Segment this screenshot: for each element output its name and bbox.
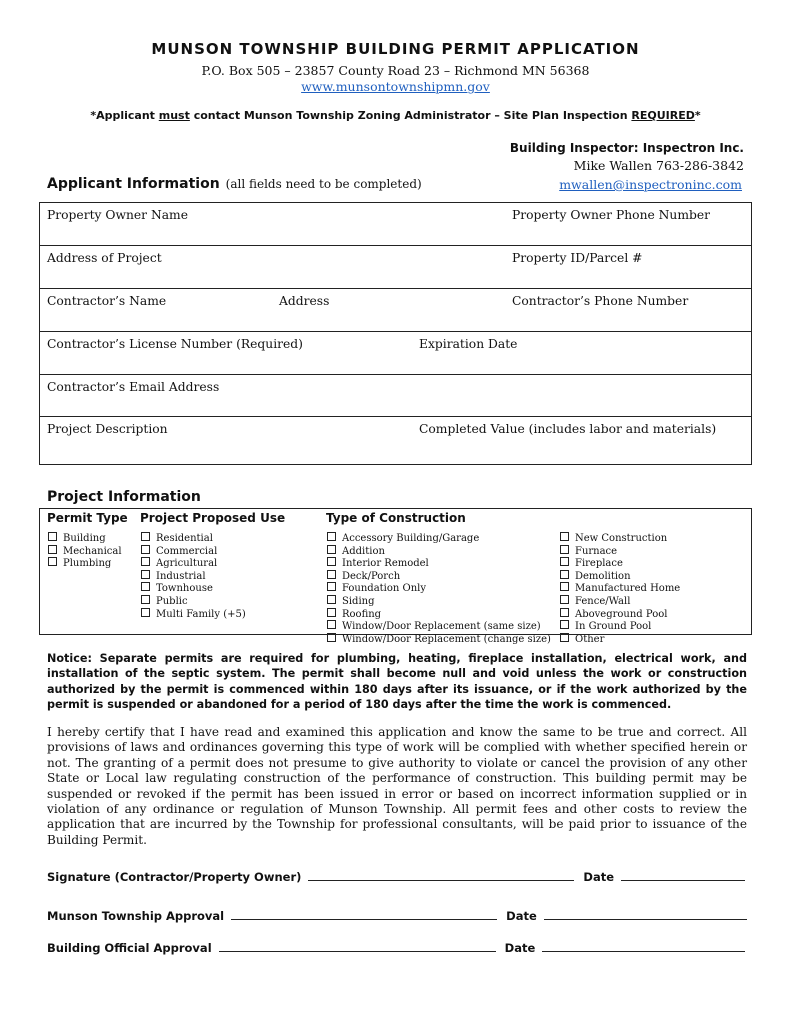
checkbox-option[interactable] bbox=[141, 557, 246, 570]
owner-phone-field[interactable]: Property Owner Phone Number bbox=[512, 208, 711, 222]
checkbox-option[interactable] bbox=[560, 545, 680, 558]
signature-line[interactable] bbox=[308, 870, 574, 881]
table-row bbox=[40, 332, 751, 375]
checkbox-label: Accessory Building/Garage bbox=[342, 533, 480, 544]
checkbox-option[interactable] bbox=[141, 545, 246, 558]
checkbox-option[interactable] bbox=[327, 532, 551, 545]
date-label: Date bbox=[504, 941, 536, 955]
site-plan-notice: *Applicant must contact Munson Township Zoning Administrator – Site Plan Inspection REQUIRED* bbox=[90, 109, 701, 122]
checkbox-option[interactable] bbox=[327, 595, 551, 608]
checkbox[interactable] bbox=[48, 532, 57, 541]
checkbox[interactable] bbox=[560, 532, 569, 541]
table-row bbox=[40, 246, 751, 289]
checkbox-label: Residential bbox=[156, 533, 213, 544]
official-approval-row bbox=[47, 941, 745, 955]
checkbox-label: Plumbing bbox=[63, 558, 112, 570]
checkbox[interactable] bbox=[141, 582, 150, 591]
checkbox[interactable] bbox=[48, 545, 57, 554]
contractor-address-field[interactable]: Address bbox=[279, 294, 330, 308]
checkbox-label: Manufactured Home bbox=[575, 583, 681, 595]
checkbox-option[interactable] bbox=[560, 620, 680, 633]
checkbox[interactable] bbox=[560, 608, 569, 617]
checkbox-label: Siding bbox=[342, 595, 375, 607]
checkbox-label: Window/Door Replacement (same size) bbox=[342, 621, 541, 633]
checkbox-option[interactable] bbox=[327, 582, 551, 595]
signature-date-line[interactable] bbox=[621, 870, 745, 881]
checkbox-option[interactable] bbox=[327, 545, 551, 558]
date-label: Date bbox=[583, 870, 615, 884]
table-row bbox=[40, 375, 751, 417]
checkbox-option[interactable] bbox=[560, 633, 680, 646]
proposed-use-list bbox=[141, 532, 246, 620]
checkbox-option[interactable] bbox=[327, 570, 551, 583]
checkbox-option[interactable] bbox=[560, 595, 680, 608]
checkbox[interactable] bbox=[327, 608, 336, 617]
construction-type-heading: Type of Construction bbox=[326, 511, 466, 525]
checkbox-option[interactable] bbox=[141, 582, 246, 595]
form-title: MUNSON TOWNSHIP BUILDING PERMIT APPLICATION bbox=[151, 40, 640, 58]
checkbox[interactable] bbox=[327, 532, 336, 541]
official-approval-line[interactable] bbox=[219, 941, 496, 952]
checkbox[interactable] bbox=[141, 545, 150, 554]
township-website-link[interactable]: www.munsontownshipmn.gov bbox=[301, 79, 490, 94]
checkbox[interactable] bbox=[327, 633, 336, 642]
checkbox-option[interactable] bbox=[141, 532, 246, 545]
checkbox-label: Townhouse bbox=[156, 583, 213, 595]
contractor-name-field[interactable]: Contractor’s Name bbox=[47, 294, 167, 308]
checkbox-label: Addition bbox=[342, 545, 385, 557]
checkbox-label: Other bbox=[575, 633, 605, 645]
signature-row bbox=[47, 870, 745, 884]
checkbox[interactable] bbox=[560, 570, 569, 579]
table-row bbox=[40, 417, 751, 464]
construction-type-list-a bbox=[327, 532, 551, 645]
checkbox[interactable] bbox=[141, 570, 150, 579]
official-approval-label: Building Official Approval bbox=[47, 941, 212, 955]
project-address-field[interactable]: Address of Project bbox=[47, 251, 162, 265]
checkbox[interactable] bbox=[327, 620, 336, 629]
checkbox-option[interactable] bbox=[327, 620, 551, 633]
checkbox[interactable] bbox=[560, 582, 569, 591]
checkbox-option[interactable] bbox=[141, 595, 246, 608]
checkbox[interactable] bbox=[560, 595, 569, 604]
checkbox[interactable] bbox=[327, 582, 336, 591]
checkbox-label: Deck/Porch bbox=[342, 570, 401, 582]
checkbox-label: Industrial bbox=[156, 570, 206, 582]
checkbox[interactable] bbox=[327, 545, 336, 554]
date-label: Date bbox=[506, 909, 537, 923]
checkbox-label: Fireplace bbox=[575, 558, 623, 570]
signature-label: Signature (Contractor/Property Owner) bbox=[47, 870, 302, 884]
township-approval-line[interactable] bbox=[231, 909, 497, 920]
checkbox[interactable] bbox=[327, 595, 336, 604]
checkbox-label: Window/Door Replacement (change size) bbox=[342, 633, 551, 645]
checkbox[interactable] bbox=[141, 557, 150, 566]
township-address: P.O. Box 505 – 23857 County Road 23 – Richmond MN 56368 bbox=[201, 63, 590, 78]
inspector-contact: Mike Wallen 763-286-3842 bbox=[573, 158, 744, 173]
checkbox-label: Multi Family (+5) bbox=[156, 608, 246, 620]
license-number-field[interactable]: Contractor’s License Number (Required) bbox=[47, 337, 303, 351]
contractor-phone-field[interactable]: Contractor’s Phone Number bbox=[512, 294, 689, 308]
project-description-field[interactable]: Project Description bbox=[47, 422, 168, 436]
checkbox[interactable] bbox=[48, 557, 57, 566]
parcel-id-field[interactable]: Property ID/Parcel # bbox=[512, 251, 643, 265]
construction-type-list-b bbox=[560, 532, 680, 645]
checkbox[interactable] bbox=[141, 595, 150, 604]
checkbox[interactable] bbox=[327, 570, 336, 579]
checkbox-label: Building bbox=[63, 533, 106, 544]
checkbox-label: New Construction bbox=[575, 533, 668, 544]
checkbox[interactable] bbox=[141, 532, 150, 541]
checkbox-option[interactable] bbox=[48, 532, 122, 545]
checkbox[interactable] bbox=[560, 545, 569, 554]
checkbox-option[interactable] bbox=[141, 570, 246, 583]
checkbox[interactable] bbox=[141, 608, 150, 617]
checkbox-label: Commercial bbox=[156, 545, 218, 557]
project-info-box bbox=[39, 508, 752, 645]
inspector-heading: Building Inspector: Inspectron Inc. bbox=[509, 141, 744, 155]
checkbox-label: In Ground Pool bbox=[575, 621, 652, 633]
owner-name-field[interactable]: Property Owner Name bbox=[47, 208, 188, 222]
table-row bbox=[40, 289, 751, 332]
checkbox-label: Interior Remodel bbox=[342, 558, 429, 570]
certification-text: I hereby certify that I have read and examined this application and know the same to be true and correct. All provisions of laws and ordinances governing this type of work will be complied with whether specified herein or not. The granting of a permit does not presume to give authority to violate or cancel the provision of any other State or Local law regulating construction of the performance of construction. This building permit may be suspended or revoked if the permit has been issued in error or based on incorrect information supplied or in violation of any ordinance or regulation of Munson Township. All permit fees and other costs to review the application that are incurred by the Township for professional consultants, will be paid prior to issuance of the Building Permit. bbox=[47, 725, 747, 847]
checkbox-option[interactable] bbox=[48, 557, 122, 570]
table-row bbox=[40, 203, 751, 246]
checkbox-option[interactable] bbox=[560, 570, 680, 583]
checkbox[interactable] bbox=[560, 620, 569, 629]
checkbox[interactable] bbox=[327, 557, 336, 566]
inspector-email-link[interactable]: mwallen@inspectroninc.com bbox=[559, 177, 742, 192]
township-approval-label: Munson Township Approval bbox=[47, 909, 225, 923]
checkbox-label: Foundation Only bbox=[342, 583, 426, 595]
checkbox-label: Mechanical bbox=[63, 545, 122, 557]
completed-value-field[interactable]: Completed Value (includes labor and materials) bbox=[419, 422, 717, 436]
checkbox-option[interactable] bbox=[327, 557, 551, 570]
checkbox-option[interactable] bbox=[327, 633, 551, 646]
expiration-date-field[interactable]: Expiration Date bbox=[419, 337, 518, 351]
project-section-heading: Project Information bbox=[47, 489, 201, 505]
proposed-use-heading: Project Proposed Use bbox=[140, 511, 286, 525]
permit-notice: Notice: Separate permits are required for plumbing, heating, fireplace installation, electrical work, and installation of the septic system. The permit shall become null and void unless the work or construction authorized by the permit is commenced within 180 days after its issuance, or if the work authorized by the permit is suspended or abandoned for a period of 180 days after the time the work is commenced. bbox=[47, 652, 747, 711]
township-date-line[interactable] bbox=[544, 909, 747, 920]
permit-type-heading: Permit Type bbox=[47, 511, 128, 525]
official-date-line[interactable] bbox=[542, 941, 745, 952]
checkbox-label: Furnace bbox=[575, 545, 618, 557]
checkbox-label: Agricultural bbox=[156, 558, 218, 570]
contractor-email-field[interactable]: Contractor’s Email Address bbox=[47, 380, 220, 394]
checkbox-option[interactable] bbox=[141, 608, 246, 621]
checkbox-label: Roofing bbox=[342, 608, 382, 620]
township-approval-row bbox=[47, 909, 747, 923]
checkbox-option[interactable] bbox=[560, 582, 680, 595]
checkbox[interactable] bbox=[560, 557, 569, 566]
checkbox-label: Fence/Wall bbox=[575, 595, 631, 607]
checkbox-label: Public bbox=[156, 595, 188, 607]
permit-type-list bbox=[48, 532, 122, 570]
applicant-info-table bbox=[39, 202, 752, 465]
checkbox-label: Demolition bbox=[575, 570, 631, 582]
checkbox[interactable] bbox=[560, 633, 569, 642]
checkbox-option[interactable] bbox=[560, 608, 680, 621]
checkbox-label: Aboveground Pool bbox=[575, 608, 668, 620]
checkbox-option[interactable] bbox=[48, 545, 122, 558]
applicant-section-heading: Applicant Information (all fields need to be completed) bbox=[47, 176, 422, 192]
checkbox-option[interactable] bbox=[560, 532, 680, 545]
checkbox-option[interactable] bbox=[560, 557, 680, 570]
checkbox-option[interactable] bbox=[327, 608, 551, 621]
